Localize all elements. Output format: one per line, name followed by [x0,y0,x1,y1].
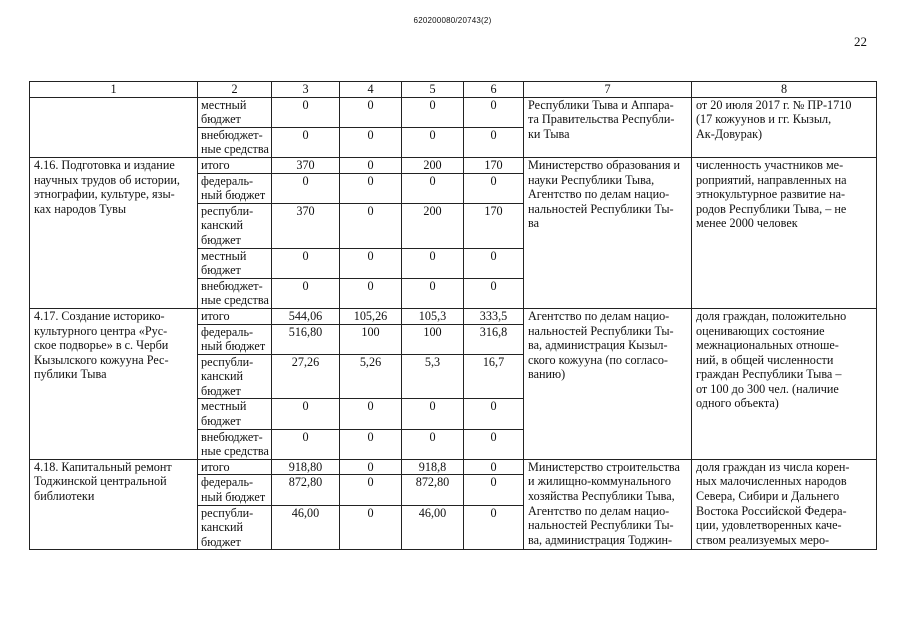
funding-source-line: бюджет [201,232,241,247]
funding-source-line: внебюджет- [201,127,263,142]
executor-line: Агентство по делам нацио- [528,308,670,323]
executor-line: Министерство строительства [528,459,680,474]
indicator-line: родов Республики Тыва, – не [696,201,847,216]
indicator-cell [692,308,877,459]
amount-cell: 105,26 [340,308,402,324]
indicator-line: доля граждан из числа корен- [696,459,850,474]
executor-cell [524,459,692,550]
amount-cell: 5,3 [402,354,464,399]
amount-cell: 0 [340,459,402,475]
amount-cell: 0 [464,505,524,550]
amount-cell: 46,00 [402,505,464,550]
funding-source-cell [198,278,272,308]
amount-cell: 5,26 [340,354,402,399]
amount-cell: 333,5 [464,308,524,324]
amount-cell: 105,3 [402,308,464,324]
amount-cell: 0 [464,429,524,459]
funding-source-cell [198,173,272,203]
funding-source-line: ные средства [201,142,269,157]
activity-name-line: 4.16. Подготовка и издание [34,157,175,172]
funding-source-line: федераль- [201,173,254,188]
indicator-line: оценивающих состояние [696,323,825,338]
indicator-line: одного объекта) [696,396,779,411]
amount-cell: 0 [340,173,402,203]
amount-cell: 0 [272,429,340,459]
indicator-line: этнокультурное развитие на- [696,187,846,202]
indicator-line: менее 2000 человек [696,216,798,231]
amount-cell: 0 [340,248,402,278]
column-header: 4 [340,82,402,98]
amount-cell: 0 [340,505,402,550]
amount-cell: 0 [340,429,402,459]
funding-source-cell [198,399,272,429]
executor-line: нальностей Республики Ты- [528,518,674,533]
funding-source-line: федераль- [201,324,254,339]
activity-name-line: культурного центра «Рус- [34,323,168,338]
activity-name-cell [30,157,198,308]
column-header: 2 [198,82,272,98]
indicator-line: ных малочисленных народов [696,474,847,489]
funding-source-line: итого [201,459,230,474]
funding-source-cell [198,505,272,550]
amount-cell: 0 [464,399,524,429]
funding-source-cell [198,248,272,278]
indicator-line: Ак-Довурак) [696,126,763,141]
amount-cell: 918,8 [402,459,464,475]
executor-line: науки Республики Тыва, [528,172,655,187]
column-header: 6 [464,82,524,98]
funding-source-line: ный бюджет [201,490,266,505]
activity-name-line: публики Тыва [34,367,107,382]
indicator-line: от 20 июля 2017 г. № ПР-1710 [696,97,852,112]
amount-cell: 0 [340,97,402,127]
funding-source-line: бюджет [201,383,241,398]
amount-cell: 0 [272,127,340,157]
indicator-line: (17 кожуунов и гг. Кызыл, [696,112,832,127]
amount-cell: 0 [402,127,464,157]
amount-cell: 0 [340,203,402,248]
amount-cell: 200 [402,157,464,173]
funding-source-line: ные средства [201,444,269,459]
column-header: 8 [692,82,877,98]
indicator-line: численность участников ме- [696,157,844,172]
funding-source-cell [198,429,272,459]
indicator-line: от 100 до 300 чел. (наличие [696,381,839,396]
indicator-cell [692,97,877,157]
page-number: 22 [854,34,867,49]
executor-line: и жилищно-коммунального [528,474,671,489]
executor-line: нальностей Республики Ты- [528,201,674,216]
amount-cell: 872,80 [402,475,464,505]
activity-name-line: 4.18. Капитальный ремонт [34,459,172,474]
executor-line: ванию) [528,367,566,382]
funding-source-line: канский [201,369,244,384]
indicator-line: доля граждан, положительно [696,308,847,323]
funding-source-line: федераль- [201,475,254,490]
executor-line: Республики Тыва и Аппара- [528,97,674,112]
activity-name-line: этнографии, культуре, язы- [34,187,175,202]
executor-line: ва, администрация Кызыл- [528,338,668,353]
activity-name-line: ках народов Тувы [34,201,127,216]
funding-source-line: бюджет [201,414,241,429]
amount-cell: 370 [272,203,340,248]
table-row [30,97,877,127]
activity-name-line: ское подворье» в с. Черби [34,338,169,353]
executor-line: нальностей Республики Ты- [528,323,674,338]
funding-source-line: канский [201,520,244,535]
indicator-line: ний, в общей численности [696,352,834,367]
indicator-line: Востока Российской Федера- [696,503,847,518]
executor-line: Агентство по делам нацио- [528,503,670,518]
amount-cell: 0 [402,97,464,127]
amount-cell: 0 [272,173,340,203]
funding-source-line: местный [201,248,247,263]
executor-line: Агентство по делам нацио- [528,187,670,202]
amount-cell: 170 [464,203,524,248]
indicator-cell [692,459,877,550]
amount-cell: 918,80 [272,459,340,475]
amount-cell: 0 [340,399,402,429]
funding-source-cell [198,459,272,475]
funding-source-line: местный [201,399,247,414]
executor-line: Министерство образования и [528,157,681,172]
amount-cell: 170 [464,157,524,173]
executor-line: хозяйства Республики Тыва, [528,489,675,504]
funding-source-line: республи- [201,203,254,218]
funding-source-cell [198,127,272,157]
indicator-line: ством реализуемых меро- [696,532,830,547]
funding-source-line: канский [201,218,244,233]
amount-cell: 0 [402,173,464,203]
activity-name-line: 4.17. Создание историко- [34,308,165,323]
activity-name-cell [30,308,198,459]
executor-line: ки Тыва [528,126,570,141]
amount-cell: 0 [464,127,524,157]
amount-cell: 27,26 [272,354,340,399]
indicator-line: межнациональных отноше- [696,338,839,353]
amount-cell: 0 [340,157,402,173]
amount-cell: 16,7 [464,354,524,399]
executor-cell [524,97,692,157]
amount-cell: 0 [272,399,340,429]
executor-line: та Правительства Республи- [528,112,675,127]
table-row [30,157,877,173]
funding-source-line: внебюджет- [201,429,263,444]
funding-source-line: бюджет [201,112,241,127]
funding-source-line: итого [201,308,230,323]
document-code: 620200080/20743(2) [413,16,492,25]
funding-source-line: бюджет [201,534,241,549]
funding-source-cell [198,97,272,127]
table-row [30,459,877,475]
amount-cell: 0 [272,248,340,278]
column-header: 7 [524,82,692,98]
executor-line: ва [528,216,540,231]
activity-name-line: научных трудов об истории, [34,172,180,187]
funding-source-line: бюджет [201,263,241,278]
indicator-line: ции, удовлетворенных каче- [696,518,842,533]
amount-cell: 0 [464,278,524,308]
budget-table [29,81,877,550]
amount-cell: 0 [464,475,524,505]
amount-cell: 316,8 [464,324,524,354]
funding-source-line: внебюджет- [201,278,263,293]
amount-cell: 370 [272,157,340,173]
indicator-cell [692,157,877,308]
executor-line: ского кожууна (по согласо- [528,352,668,367]
executor-cell [524,308,692,459]
activity-name-line: Тоджинской центральной [34,474,167,489]
funding-source-line: республи- [201,505,254,520]
amount-cell: 0 [402,248,464,278]
indicator-line: Севера, Сибири и Дальнего [696,489,840,504]
funding-source-cell [198,324,272,354]
amount-cell: 0 [402,429,464,459]
column-header: 5 [402,82,464,98]
funding-source-line: ный бюджет [201,188,266,203]
activity-name-line: Кызылского кожууна Рес- [34,352,169,367]
executor-line: ва, администрация Тоджин- [528,532,673,547]
table-row [30,308,877,324]
column-numbers-row [30,82,877,98]
funding-source-line: ные средства [201,293,269,308]
activity-name-line: библиотеки [34,489,95,504]
indicator-line: роприятий, направленных на [696,172,847,187]
amount-cell: 872,80 [272,475,340,505]
column-header: 1 [30,82,198,98]
amount-cell: 100 [402,324,464,354]
activity-name-cell [30,97,198,157]
funding-source-line: республи- [201,354,254,369]
amount-cell: 0 [402,278,464,308]
column-header: 3 [272,82,340,98]
funding-source-cell [198,157,272,173]
amount-cell: 46,00 [272,505,340,550]
amount-cell: 100 [340,324,402,354]
amount-cell: 0 [340,278,402,308]
funding-source-cell [198,475,272,505]
amount-cell: 0 [402,399,464,429]
activity-name-cell [30,459,198,550]
amount-cell: 0 [340,127,402,157]
funding-source-cell [198,354,272,399]
indicator-line: граждан Республики Тыва – [696,367,842,382]
funding-source-cell [198,308,272,324]
amount-cell: 516,80 [272,324,340,354]
executor-cell [524,157,692,308]
funding-source-line: местный [201,97,247,112]
funding-source-line: ный бюджет [201,339,266,354]
amount-cell: 0 [464,97,524,127]
amount-cell: 0 [464,248,524,278]
amount-cell: 0 [272,97,340,127]
amount-cell: 200 [402,203,464,248]
amount-cell: 0 [464,459,524,475]
amount-cell: 0 [340,475,402,505]
amount-cell: 0 [272,278,340,308]
funding-source-cell [198,203,272,248]
funding-source-line: итого [201,157,230,172]
amount-cell: 0 [464,173,524,203]
amount-cell: 544,06 [272,308,340,324]
